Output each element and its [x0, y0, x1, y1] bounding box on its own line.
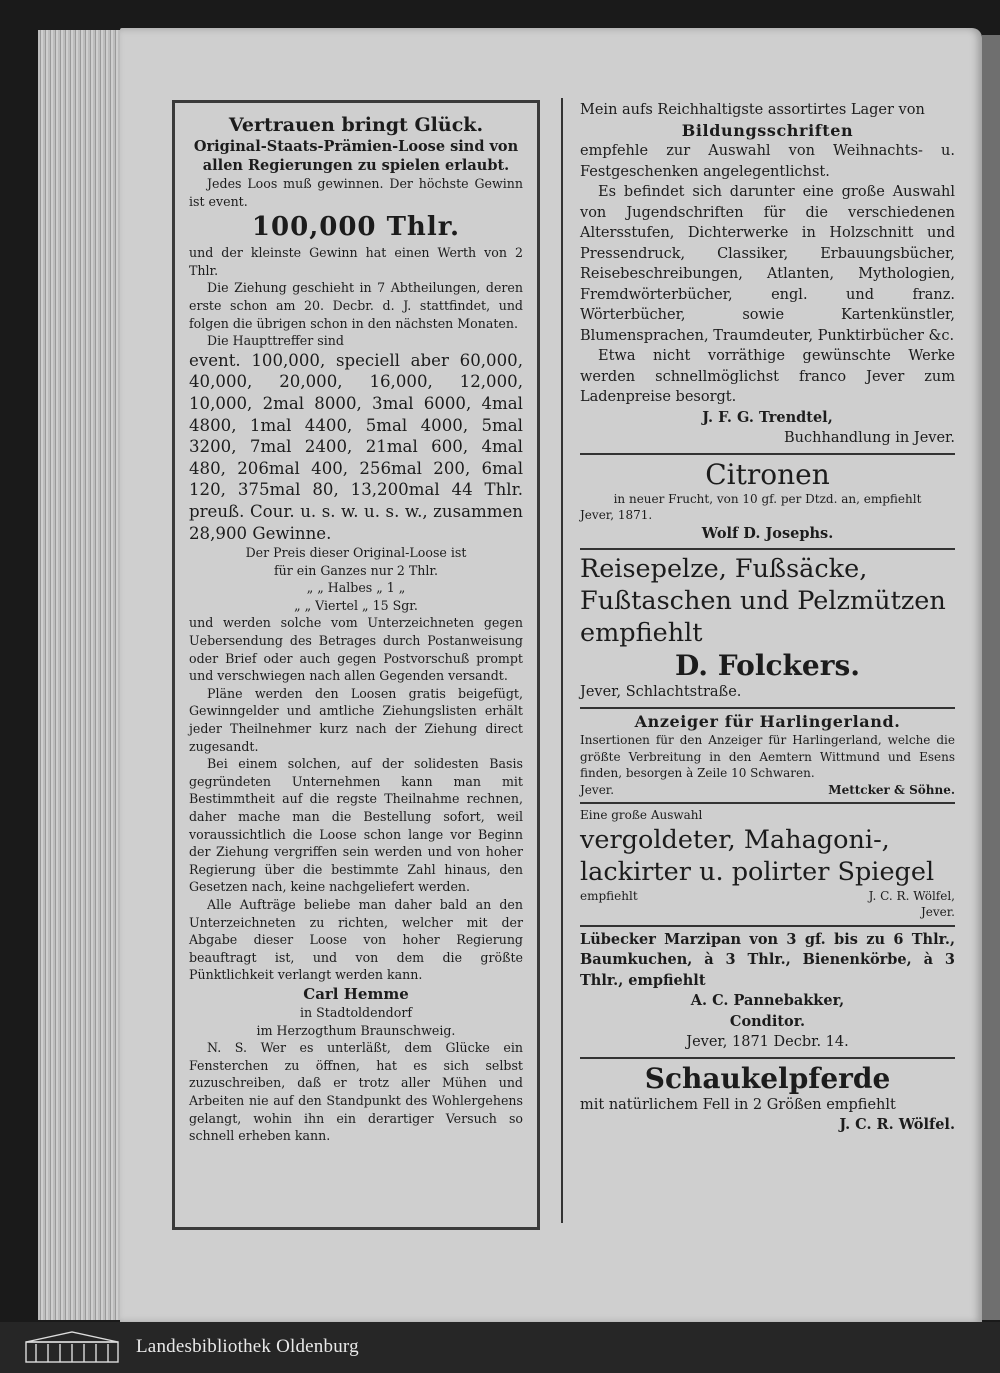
marzipan-text: Lübecker Marzipan von 3 gf. bis zu 6 Thlr., Baumkuchen, à 3 Thlr., Bienenkörbe, à 3 Thlr., empfiehlt	[580, 930, 955, 989]
ad-separator	[580, 1057, 955, 1059]
ad-price-quarter: „ „ Viertel „ 15 Sgr.	[294, 597, 418, 613]
ad-signature-place: in Stadtoldendorf	[299, 1004, 413, 1020]
marzipan-signature: A. C. Pannebakker,	[690, 992, 845, 1009]
mirror-place: Jever.	[920, 905, 955, 919]
lottery-advertisement	[172, 100, 540, 1230]
ad-paragraph: Pläne werden den Loosen gratis beigefügt, Gewinngelder und amtliche Ziehungslisten erhält jeder Theilnehmer kurz nach der Ziehung direct zugesandt.	[189, 685, 523, 754]
rocking-horse-signature: J. C. R. Wölfel.	[839, 1116, 955, 1133]
ad-paragraph: Die Haupttreffer sind	[207, 333, 344, 349]
ad-paragraph: Bei einem solchen, auf der solidesten Basis gegründeten Unternehmen kann man mit Bestimmtheit auf die regste Theilnahme rechnen, daher mache man die Bestellung sofort, weil voraussichtlich die Loose schon lange vor Beginn der Ziehung vergriffen sein werden und von hoher Regierung über die bestimmte Zahl hinaus, den Gesetzen nach, keine nachgeliefert werden.	[189, 756, 523, 895]
ad-price-whole: für ein Ganzes nur 2 Thlr.	[273, 562, 439, 578]
bookshop-signature: J. F. G. Trendtel,	[702, 408, 833, 426]
ad-subtitle: Original-Staats-Prämien-Loose sind von allen Regierungen zu spielen erlaubt.	[193, 138, 519, 174]
ad-paragraph: Jedes Loos muß gewinnen. Der höchste Gewinn ist event.	[189, 176, 523, 209]
furs-signature: D. Folckers.	[675, 649, 860, 682]
ad-big-amount: 100,000 Thlr.	[251, 212, 461, 243]
citronen-place: Jever, 1871.	[580, 508, 653, 522]
bookshop-signature-place: Buchhandlung in Jever.	[784, 430, 955, 446]
ad-separator	[580, 802, 955, 804]
ad-paragraph: Die Ziehung geschieht in 7 Abtheilungen, deren erste schon am 20. Decbr. d. J. stattfindet, und folgen die übrigen schon in den nächsten Monaten.	[189, 280, 523, 331]
ad-separator	[580, 707, 955, 709]
bookshop-heading: Bildungsschriften	[681, 120, 854, 140]
column-divider	[561, 98, 563, 1223]
ad-prize-list: event. 100,000, speciell aber 60,000, 40,000, 20,000, 16,000, 12,000, 10,000, 2mal 8000, 3mal 6000, 4mal 4800, 1mal 4400, 5mal 4000, 5mal 3200, 7mal 2400, 21mal 600, 4mal 480, 206mal 400, 256mal 200, 6mal 120, 375mal 80, 13,200mal 44 Thlr. preuß. Cour. u. s. w. u. s. w., zusammen 28,900 Gewinne.	[189, 350, 523, 543]
ad-separator	[580, 548, 955, 550]
ad-title: Vertrauen bringt Glück.	[228, 114, 484, 136]
ad-paragraph: und der kleinste Gewinn hat einen Werth von 2 Thlr.	[189, 245, 523, 278]
ad-price-half: „ „ Halbes „ 1 „	[306, 580, 406, 596]
citronen-text: in neuer Frucht, von 10 gf. per Dtzd. an, empfiehlt	[613, 491, 922, 506]
ad-signature-region: im Herzogthum Braunschweig.	[256, 1022, 456, 1038]
marzipan-role: Conditor.	[729, 1012, 806, 1030]
anzeiger-signature: Mettcker & Söhne.	[828, 782, 955, 797]
anzeiger-place: Jever.	[580, 782, 615, 797]
bookshop-text: Etwa nicht vorräthige gewünschte Werke werden schnellmöglichst franco Jever zum Ladenpreise besorgt.	[580, 348, 955, 405]
furs-place: Jever, Schlachtstraße.	[580, 684, 742, 700]
rocking-horse-heading: Schaukelpferde	[644, 1061, 891, 1095]
bookshop-intro: Mein aufs Reichhaltigste assortirtes Lager von	[580, 102, 925, 118]
mirror-intro: Eine große Auswahl	[580, 808, 703, 822]
bookshop-text: Es befindet sich darunter eine große Auswahl von Jugendschriften für die verschiedenen Altersstufen, Dichterwerke in Holzschnitt und Pressendruck, Classiker, Erbauungsbücher, Reisebeschreibungen, Atlanten, Mythologien, Fremdwörterbücher, engl. und franz. Wörterbücher, sowie Kartenkünstler, Blumensprachen, Traumdeuter, Punktirbücher &c.	[580, 184, 955, 344]
bookshop-text: empfehle zur Auswahl von Weihnachts- u. Festgeschenken angelegentlichst.	[580, 143, 955, 180]
citronen-signature: Wolf D. Josephs.	[701, 524, 834, 542]
mirror-text: empfiehlt	[580, 888, 638, 903]
anzeiger-footer	[580, 782, 955, 799]
mirror-heading: vergoldeter, Mahagoni-, lackirter u. polirter Spiegel	[580, 824, 935, 887]
ad-paragraph: Alle Aufträge beliebe man daher bald an den Unterzeichneten zu richten, welcher mit der Abgabe dieser Loose von hoher Regierung beauftragt ist, und von dem die größte Pünktlichkeit verlangt werden kann.	[189, 896, 523, 983]
library-building-icon	[22, 1330, 122, 1364]
mirror-footer	[580, 888, 955, 905]
mirror-signature: J. C. R. Wölfel,	[868, 888, 955, 903]
ad-signature-name: Carl Hemme	[303, 984, 409, 1003]
anzeiger-text: Insertionen für den Anzeiger für Harlingerland, welche die größte Verbreitung in den Aemtern Wittmund und Esens finden, besorgen à Zeile 10 Schwaren.	[580, 733, 955, 780]
ad-postscript: N. S. Wer es unterläßt, dem Glücke ein Fensterchen zu öffnen, hat es sich selbst zuzuschreiben, daß er trotz aller Mühen und Arbeiten nie auf den Standpunkt des Wohlergehens gelangt, wohin ihn ein derartiger Versuch so schnell erheben kann.	[189, 1040, 523, 1144]
ad-separator	[580, 925, 955, 927]
rocking-horse-text: mit natürlichem Fell in 2 Größen empfiehlt	[580, 1096, 896, 1113]
book-page-edges	[38, 30, 133, 1320]
library-name: Landesbibliothek Oldenburg	[136, 1336, 359, 1357]
citronen-heading: Citronen	[705, 457, 830, 491]
library-footer	[0, 1322, 1000, 1373]
ad-separator	[580, 453, 955, 455]
anzeiger-heading: Anzeiger für Harlingerland.	[634, 711, 901, 731]
facing-page-edge	[982, 35, 1000, 1320]
right-column	[580, 100, 955, 1136]
marzipan-date: Jever, 1871 Decbr. 14.	[686, 1034, 849, 1050]
ad-paragraph: und werden solche vom Unterzeichneten gegen Uebersendung des Betrages durch Postanweisung oder Brief oder auch gegen Postvorschuß prompt und verschwiegen nach allen Gegenden versandt.	[189, 615, 523, 684]
ad-price-intro: Der Preis dieser Original-Loose ist	[245, 545, 467, 561]
furs-heading: Reisepelze, Fußsäcke, Fußtaschen und Pelzmützen empfiehlt	[580, 554, 946, 648]
